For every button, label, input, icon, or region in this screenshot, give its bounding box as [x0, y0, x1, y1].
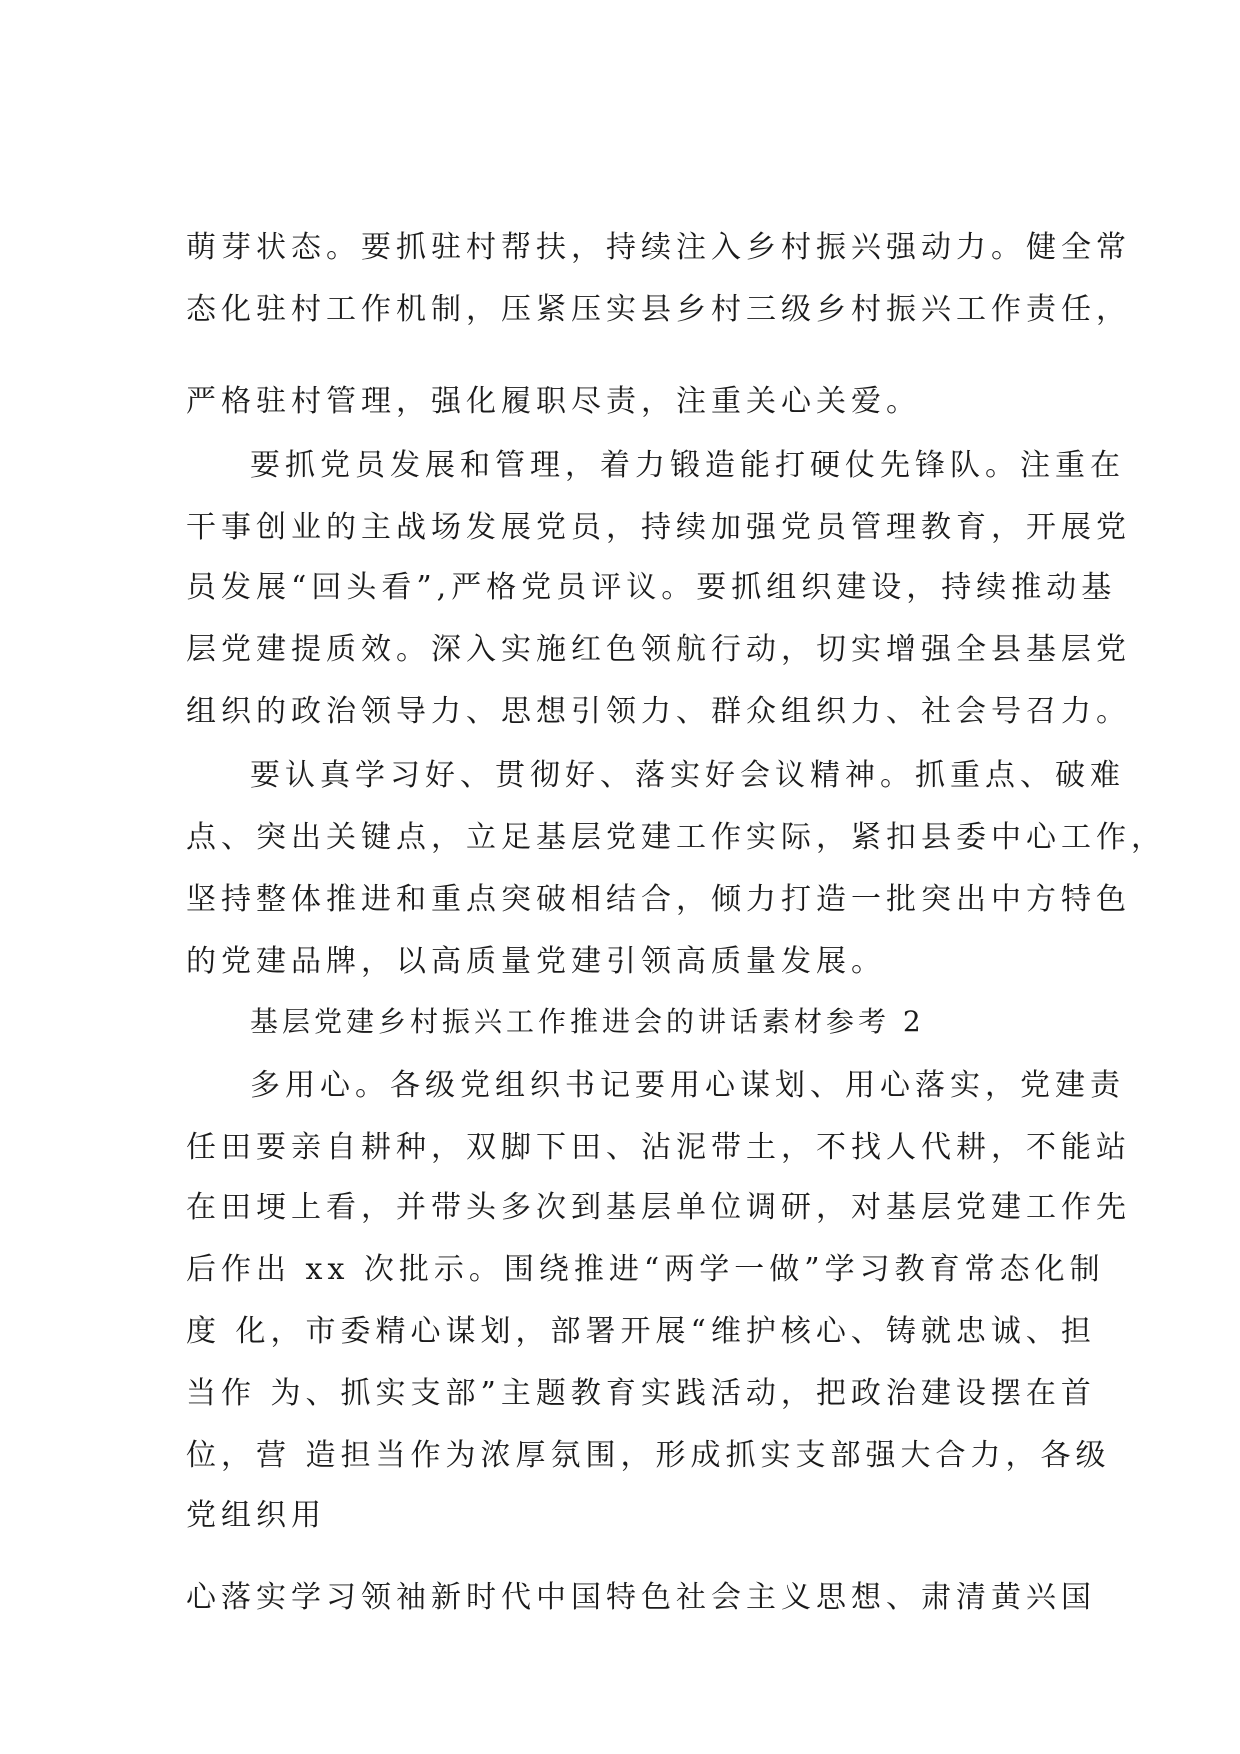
text-line: 干事创业的主战场发展党员，持续加强党员管理教育，开展党	[186, 510, 1131, 545]
text-line: 的党建品牌，以高质量党建引领高质量发展。	[186, 944, 886, 979]
text-line: 后作出 xx 次批示。围绕推进“两学一做”学习教育常态化制	[186, 1252, 1105, 1287]
text-line: 在田埂上看，并带头多次到基层单位调研，对基层党建工作先	[186, 1190, 1131, 1225]
text-line: 层党建提质效。深入实施红色领航行动，切实增强全县基层党	[186, 632, 1131, 667]
text-line: 点、突出关键点，立足基层党建工作实际，紧扣县委中心工作，	[186, 820, 1166, 855]
text-line: 态化驻村工作机制，压紧压实县乡村三级乡村振兴工作责任，	[186, 292, 1131, 327]
text-line: 任田要亲自耕种，双脚下田、沾泥带土，不找人代耕，不能站	[186, 1130, 1131, 1165]
text-line: 心落实学习领袖新时代中国特色社会主义思想、肃清黄兴国	[186, 1580, 1096, 1615]
text-line: 坚持整体推进和重点突破相结合，倾力打造一批突出中方特色	[186, 882, 1131, 917]
section-heading: 基层党建乡村振兴工作推进会的讲话素材参考 2	[250, 1005, 925, 1038]
text-line: 严格驻村管理，强化履职尽责，注重关心关爱。	[186, 384, 921, 419]
text-line: 党组织用	[186, 1498, 326, 1533]
text-line: 当作 为、抓实支部”主题教育实践活动，把政治建设摆在首	[186, 1376, 1096, 1411]
paragraph-start-line: 要抓党员发展和管理，着力锻造能打硬仗先锋队。注重在	[250, 448, 1125, 483]
text-line: 萌芽状态。要抓驻村帮扶，持续注入乡村振兴强动力。健全常	[186, 230, 1131, 265]
text-line: 员发展“回头看”,严格党员评议。要抓组织建设，持续推动基	[186, 570, 1117, 605]
paragraph-start-line: 要认真学习好、贯彻好、落实好会议精神。抓重点、破难	[250, 758, 1125, 793]
text-line: 组织的政治领导力、思想引领力、群众组织力、社会号召力。	[186, 694, 1131, 729]
text-line: 度 化，市委精心谋划，部署开展“维护核心、铸就忠诚、担	[186, 1314, 1096, 1349]
paragraph-start-line: 多用心。各级党组织书记要用心谋划、用心落实，党建责	[250, 1068, 1125, 1103]
text-line: 位，营 造担当作为浓厚氛围，形成抓实支部强大合力，各级	[186, 1438, 1111, 1473]
